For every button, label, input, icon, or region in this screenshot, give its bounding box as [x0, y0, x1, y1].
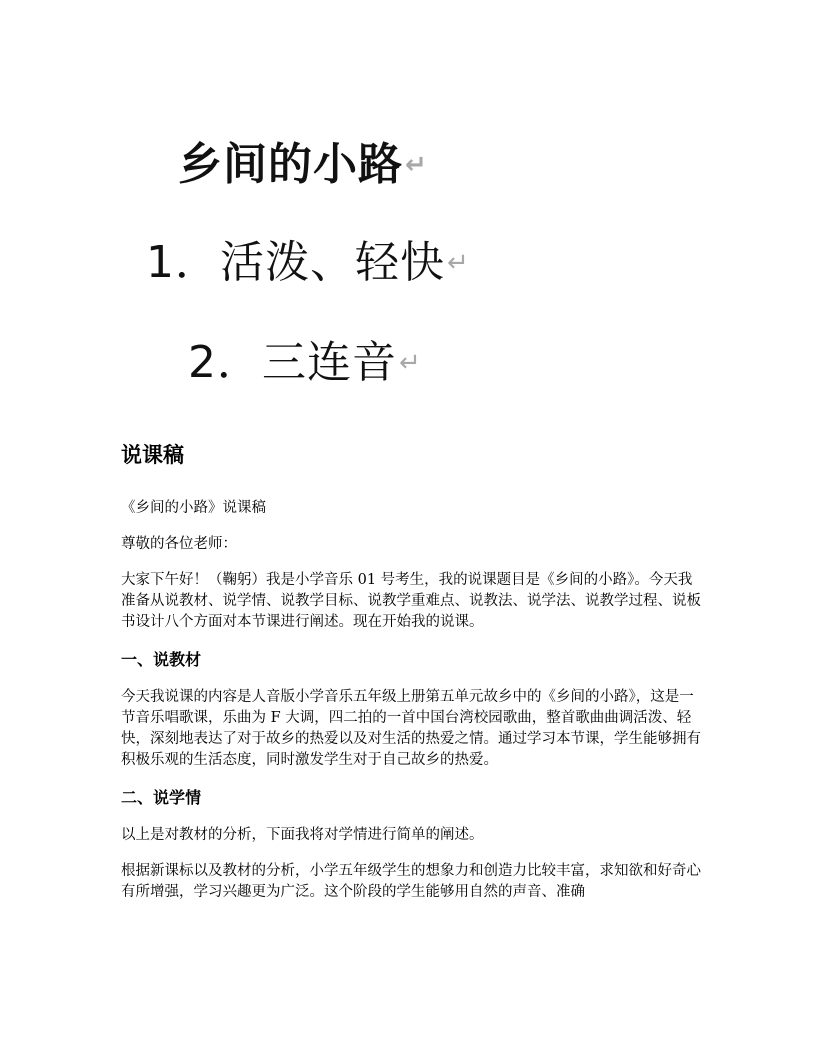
intro-paragraph: 大家下午好！（鞠躬）我是小学音乐 01 号考生，我的说课题目是《乡间的小路》。今天我准备从说教材、说学情、说教学目标、说教学重难点、说教法、说学法、说教学过程、说板书设计八个方面对本节课进行阐述。现在开始我的说课。 [121, 572, 701, 630]
students-paragraph-1: 以上是对教材的分析，下面我将对学情进行简单的阐述。 [121, 827, 484, 843]
document-subtitle: 《乡间的小路》说课稿 [121, 500, 266, 516]
document-title: 说课稿 [121, 443, 184, 467]
board-point-1-text: 1．活泼、轻快 [146, 237, 445, 288]
section-heading-textbook: 一、说教材 [121, 650, 202, 669]
board-point-2-text: 2．三连音 [188, 337, 397, 388]
textbook-paragraph: 今天我说课的内容是人音版小学音乐五年级上册第五单元故乡中的《乡间的小路》，这是一节音乐唱歌课，乐曲为 F 大调，四二拍的一首中国台湾校园歌曲，整首歌曲曲调活泼、轻快，深刻地表达了对于故乡的热爱以及对生活的热爱之情。通过学习本节课，学生能够拥有积极乐观的生活态度，同时激发学生对于自己故乡的热爱。 [121, 689, 701, 768]
section-heading-students: 二、说学情 [121, 788, 202, 807]
return-mark-icon: ↵ [399, 348, 422, 378]
board-point-2 [188, 326, 422, 390]
document-body [121, 438, 701, 918]
board-title-text: 乡间的小路 [178, 139, 403, 190]
greeting-paragraph: 尊敬的各位老师： [121, 536, 237, 552]
board-image [0, 0, 816, 420]
students-paragraph-2: 根据新课标以及教材的分析，小学五年级学生的想象力和创造力比较丰富，求知欲和好奇心有所增强，学习兴趣更为广泛。这个阶段的学生能够用自然的声音、准确 [121, 863, 701, 900]
return-mark-icon: ↵ [447, 248, 470, 278]
return-mark-icon: ↵ [405, 150, 428, 180]
board-title [178, 128, 428, 192]
board-point-1 [146, 226, 470, 290]
